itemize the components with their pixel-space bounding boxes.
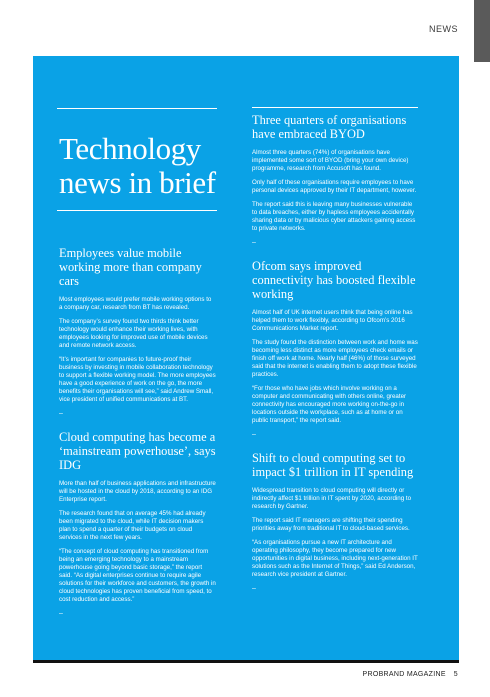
section-edge-tab <box>474 0 490 62</box>
article-paragraph: “It’s important for companies to future-proof their business by investing in mobile collaboration technology to support a flexible working model. The more employees have a good experience of work on the go, the more benefits their organisations will see,” said Andrew Small, vice president of unified communications at BT. <box>59 356 216 403</box>
article-paragraph: The research found that on average 45% had already been migrated to the cloud, while IT decision makers plan to spend a quarter of their budgets on cloud services in the next few years. <box>59 510 206 541</box>
article-heading: Shift to cloud computing set to impact $1 trillion in IT spending <box>252 451 414 479</box>
article-paragraph: The report said this is leaving many businesses vulnerable to data breaches, either by hapless employees accidentally sharing data or by malicious cyber attackers gaining access to private networks. <box>252 201 416 232</box>
article-heading: Employees value mobile working more than company cars <box>59 246 202 288</box>
article-separator: – <box>252 585 256 592</box>
article <box>59 246 216 417</box>
article-separator: – <box>252 431 256 438</box>
page-footer <box>363 671 458 678</box>
article-heading: Three quarters of organisations have embraced BYOD <box>252 113 407 141</box>
article-heading: Cloud computing has become a ‘mainstream powerhouse’, says IDG <box>59 430 216 472</box>
article-paragraph: The study found the distinction between work and home was becoming less distinct as more employees check emails or finish off work at home. Nearly half (46%) of those surveyed said that the internet is enabling them to adopt these flexible practices. <box>252 339 418 378</box>
article-paragraph: The report said IT managers are shifting their spending priorities away from traditional IT to cloud-based services. <box>252 517 410 532</box>
article-separator: – <box>59 610 63 617</box>
article-separator: – <box>59 410 63 417</box>
page-number: 5 <box>453 671 458 678</box>
article-paragraph: Almost three quarters (74%) of organisations have implemented some sort of BYOD (bring your own device) programme, research from Accusoft has found. <box>252 149 409 172</box>
article <box>59 430 216 617</box>
article <box>252 113 418 246</box>
article-paragraph: “For those who have jobs which involve working on a computer and communicating with others online, greater connectivity has encouraged more working on-the-go in locations outside the workplace, such as at home or on public transport,” the report said. <box>252 385 407 424</box>
news-panel <box>33 56 459 660</box>
article-paragraph: Most employees would prefer mobile working options to a company car, research from BT has revealed. <box>59 296 212 311</box>
bottom-rule <box>33 660 459 663</box>
article-paragraph: “The concept of cloud computing has transitioned from being an emerging technology to a mainstream powerhouse going beyond basic storage,” the report said. “As digital enterprises continue to require agile solutions for their workforce and customers, the growth in cloud technologies has proven beneficial from speed, to cost reduction and access.” <box>59 548 216 603</box>
magazine-name: PROBRAND MAGAZINE <box>362 671 446 678</box>
article-paragraph: More than half of business applications and infrastructure will be hosted in the cloud by 2018, according to an IDG Enterprise report. <box>59 480 216 503</box>
article-heading: Ofcom says improved connectivity has boosted flexible working <box>252 259 416 301</box>
article-paragraph: Widespread transition to cloud computing will directly or indirectly affect $1 trillion in IT spent by 2020, according to research by Gartner. <box>252 487 412 510</box>
article-paragraph: The company’s survey found two thirds think better technology would enhance their working lives, with employees looking for improved use of mobile devices and remote network access. <box>59 318 208 349</box>
article-paragraph: Almost half of UK internet users think that being online has helped them to work flexibly, according to Ofcom’s 2016 Communications Market report. <box>252 309 413 332</box>
article <box>252 259 418 438</box>
left-column <box>59 108 216 630</box>
page-title: Technology news in brief <box>59 131 216 200</box>
article-paragraph: Only half of these organisations require employees to have personal devices approved by their IT department, however. <box>252 179 417 194</box>
article-paragraph: “As organisations pursue a new IT architecture and operating philosophy, they become prepared for new opportunities in digital business, including next-generation IT solutions such as the Internet of Things,” said Ed Anderson, research vice president at Gartner. <box>252 539 418 578</box>
right-column <box>252 107 418 605</box>
section-label: NEWS <box>429 24 458 34</box>
article-separator: – <box>252 239 256 246</box>
article <box>252 451 418 592</box>
